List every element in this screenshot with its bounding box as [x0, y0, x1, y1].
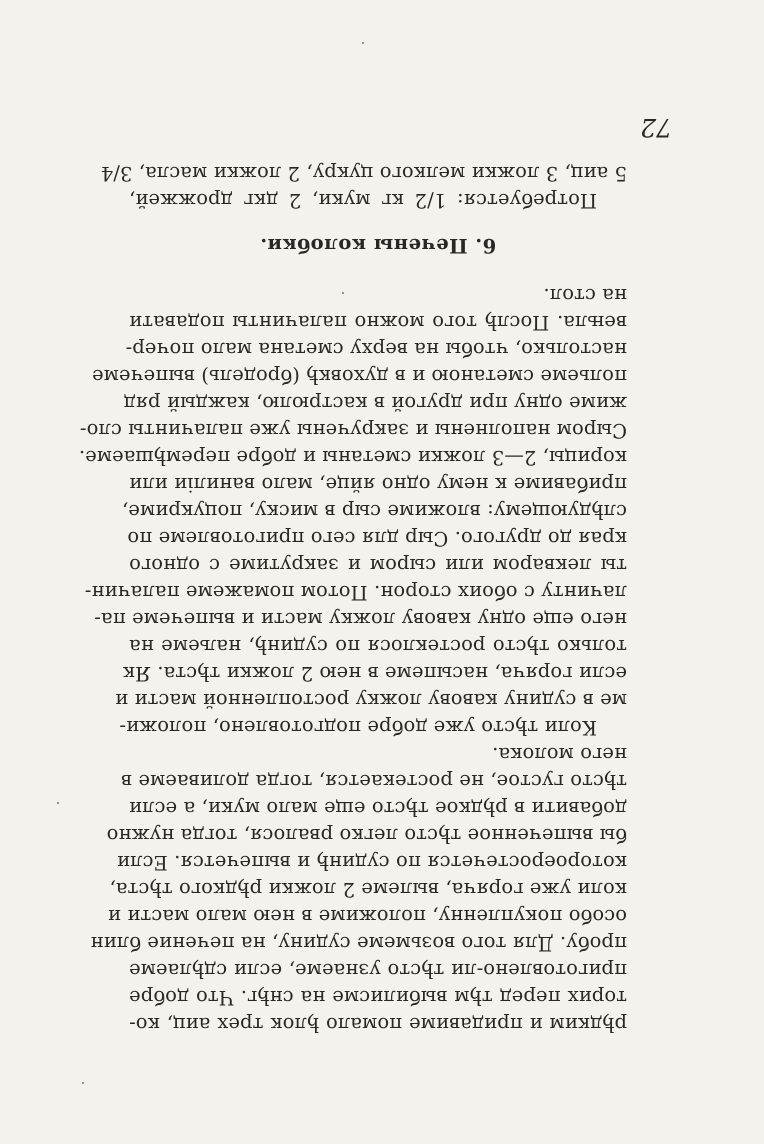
text-line: корицы, 2—3 ложки сметаны и добре перемђшаеме. — [78, 446, 627, 469]
text-line: слђдующему: вложиме сыр в миску, поцукриме, — [121, 500, 627, 523]
section-title: 6. Печены колобки. — [259, 234, 497, 257]
text-line: бы выпеченное тђсто легко рвалося, тогда нужно — [106, 824, 627, 847]
text-line: него молока. — [492, 743, 627, 766]
text-line: котороеростечется по судинђ и выпечется. Если — [116, 851, 627, 874]
text-line: на стол. — [543, 284, 627, 307]
text-line: тђсто густое, не ростекается, тогда доливаеме в — [120, 770, 627, 793]
text-line: особо покупленну, положиме в нею мало масти и — [107, 905, 627, 928]
text-line: пробу. Для того возьмеме судину, на печение блин — [90, 932, 627, 955]
text-line: приготовлено-ли тђсто узнаеме, если сдђлаеме — [129, 959, 627, 982]
text-line: настолько, чтобы на верху сметана мало почер- — [125, 338, 627, 361]
text-line: жиме одну при другой в кастрюлю, каждый ряд — [123, 392, 627, 415]
text-line: польеме сметаною и в духовкђ (бродель) выпечеме — [91, 365, 627, 388]
text-line: вењла. Послђ того можно палачинты подавати — [129, 311, 627, 334]
text-line: ме в судину кавову ложку ростопленной масти и — [115, 689, 627, 712]
text-line: добавити в рђдкое тђсто еще мало муки, а если — [128, 797, 627, 820]
text-line: 5 аиц, 3 ложки мелкого цукру, 2 ложки масла, 3/4 — [100, 162, 627, 185]
text-line: только тђсто ростеклося по судинђ, наљеме на — [129, 635, 627, 658]
scan-speck — [342, 292, 344, 294]
scan-speck — [57, 802, 59, 804]
text-line: если горяча, насыпеме в нею 2 ложки тђста. Як — [122, 662, 627, 685]
text-line: рђдким и придавиме помало ђлок трех аиц, ко- — [129, 1013, 627, 1036]
text-line: него еще одну кавову ложку масти и выпечеме па- — [94, 608, 627, 631]
text-line: Сыром наполнены и закручены уже палачинты сло- — [79, 419, 627, 442]
text-line: ты лекваром или сыром и закрутиме с одного — [129, 554, 627, 577]
text-line: лачинту с обоих сторон. Потом помажеме палачин- — [84, 581, 627, 604]
text-line: Коли тђсто уже добре подготовлено, положи- — [119, 716, 597, 739]
text-line: края до другого. Сыр для сего приготовлеме по — [127, 527, 627, 550]
text-line: коли уже горяча, вылеме 2 ложки рђдкого тђста, — [109, 878, 627, 901]
scan-speck — [82, 1082, 84, 1084]
text-line: прибавиме к нему одно яйце, мало ваниліи или — [129, 473, 627, 496]
text-line: торих перед тђм выбилисме на снђг. Что добре — [129, 986, 627, 1009]
text-line: Потребуется: 1/2 кг муки, 2 дкг дрожжей, — [129, 189, 597, 212]
page-number: 72 — [640, 113, 672, 142]
scan-speck — [362, 42, 364, 44]
